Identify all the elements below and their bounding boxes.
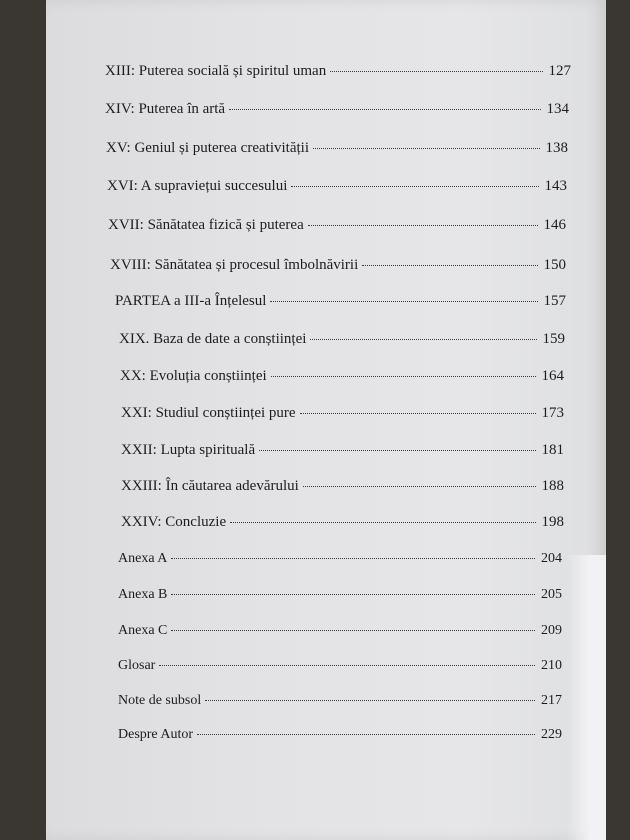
toc-entry-title: XXIII: În căutarea adevărului <box>121 478 299 494</box>
dot-leader <box>303 486 536 487</box>
toc-entry <box>108 216 566 234</box>
dot-leader <box>229 109 540 110</box>
book-page <box>46 0 606 840</box>
toc-entry-title: XXII: Lupta spirituală <box>121 442 256 458</box>
toc-entry-title: XXI: Studiul conștiinței pure <box>121 405 296 421</box>
toc-entry <box>121 513 564 531</box>
dot-leader <box>205 700 535 701</box>
toc-entry-title: XXIV: Concluzie <box>121 514 227 530</box>
toc-entry-page: 138 <box>545 140 568 156</box>
toc-entry-page: 143 <box>544 178 567 194</box>
toc-entry-part-heading <box>115 292 566 310</box>
toc-entry-title: XIV: Puterea în artă <box>105 101 226 117</box>
dot-leader <box>330 71 542 72</box>
dot-leader <box>362 265 537 266</box>
toc-entry <box>121 404 564 422</box>
table-of-contents <box>46 0 606 840</box>
dot-leader <box>197 734 535 735</box>
toc-entry-page: 134 <box>546 101 569 117</box>
toc-entry <box>106 139 568 157</box>
toc-entry-page: 159 <box>542 331 565 347</box>
toc-entry-page: 173 <box>541 405 564 421</box>
toc-entry-title: XIII: Puterea socială și spiritul uman <box>105 63 327 79</box>
dot-leader <box>171 630 535 631</box>
toc-entry <box>119 330 565 348</box>
toc-entry-title: Anexa B <box>118 587 168 602</box>
toc-entry-page: 146 <box>543 217 566 233</box>
toc-entry-title: XVI: A supraviețui succesului <box>107 178 288 194</box>
dot-leader <box>159 665 535 666</box>
dot-leader <box>308 225 538 226</box>
toc-entry <box>118 657 562 675</box>
toc-entry-title: PARTEA a III-a Înțelesul <box>115 293 267 309</box>
toc-entry-title: Anexa C <box>118 623 168 638</box>
toc-entry-page: 164 <box>541 368 564 384</box>
toc-entry-page: 127 <box>548 63 571 79</box>
toc-entry <box>105 100 569 118</box>
toc-entry <box>121 477 564 495</box>
toc-entry <box>105 62 571 80</box>
dot-leader <box>291 186 538 187</box>
toc-entry-page: 210 <box>541 658 562 673</box>
toc-entry-page: 198 <box>541 514 564 530</box>
dot-leader <box>300 413 536 414</box>
dot-leader <box>310 339 536 340</box>
toc-entry <box>118 550 562 568</box>
toc-entry-title: XVII: Sănătatea fizică și puterea <box>108 217 304 233</box>
toc-entry <box>118 726 562 744</box>
toc-entry-title: XIX. Baza de date a conștiinței <box>119 331 307 347</box>
toc-entry-page: 188 <box>541 478 564 494</box>
dot-leader <box>313 148 540 149</box>
dot-leader <box>270 301 537 302</box>
toc-entry <box>121 441 564 459</box>
toc-entry-page: 209 <box>541 623 562 638</box>
toc-entry <box>118 622 562 640</box>
toc-entry-title: XX: Evoluția conștiinței <box>120 368 267 384</box>
dot-leader <box>230 522 535 523</box>
toc-entry-title: XV: Geniul și puterea creativității <box>106 140 309 156</box>
toc-entry-title: Anexa A <box>118 551 168 566</box>
toc-entry-page: 150 <box>543 257 566 273</box>
toc-entry <box>120 367 564 385</box>
toc-entry-page: 204 <box>541 551 562 566</box>
toc-entry <box>118 586 562 604</box>
dot-leader <box>271 376 536 377</box>
dot-leader <box>171 594 535 595</box>
toc-entry <box>107 177 567 195</box>
toc-entry-title: Despre Autor <box>118 727 194 742</box>
toc-entry-title: XVIII: Sănătatea și procesul îmbolnăvirii <box>110 257 359 273</box>
toc-entry-title: Glosar <box>118 658 156 673</box>
toc-entry <box>110 256 566 274</box>
toc-entry-page: 229 <box>541 727 562 742</box>
toc-entry-page: 181 <box>541 442 564 458</box>
toc-entry-title: Note de subsol <box>118 693 202 708</box>
toc-entry <box>118 692 562 710</box>
toc-entry-page: 157 <box>543 293 566 309</box>
dot-leader <box>171 558 535 559</box>
dot-leader <box>259 450 535 451</box>
toc-entry-page: 205 <box>541 587 562 602</box>
toc-entry-page: 217 <box>541 693 562 708</box>
